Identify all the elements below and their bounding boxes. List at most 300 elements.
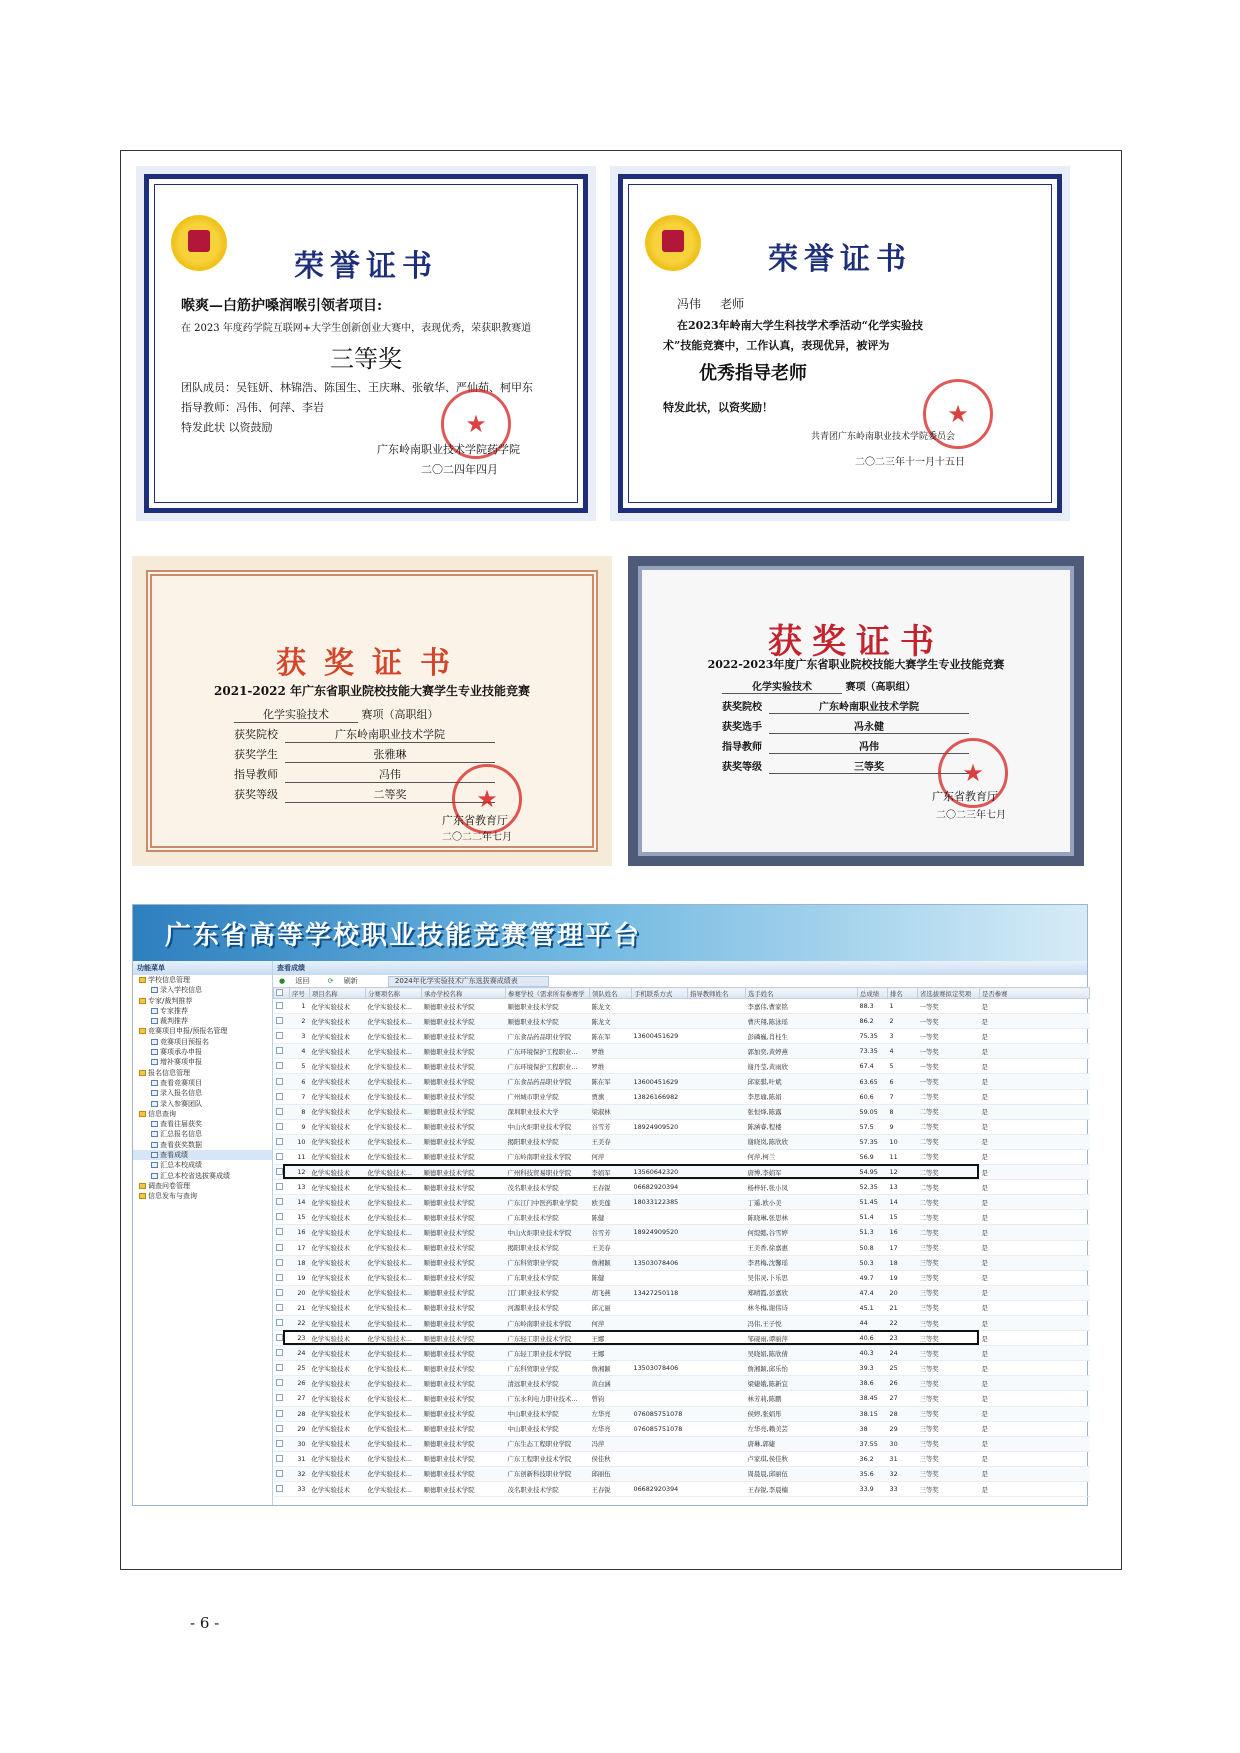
table-cell	[688, 1315, 746, 1330]
table-cell: 28	[888, 1406, 918, 1421]
menu-item[interactable]	[133, 996, 272, 1006]
row-checkbox[interactable]	[276, 1093, 283, 1100]
column-header[interactable]: 序号	[290, 988, 310, 999]
student-line	[234, 746, 495, 763]
table-cell: 化学实验技术...	[366, 1029, 422, 1044]
menu-item[interactable]	[133, 1068, 272, 1078]
table-cell: 中山火炬职业技术学院	[506, 1119, 590, 1134]
column-header[interactable]: 选手姓名	[746, 988, 858, 999]
table-cell: 三等奖	[918, 1346, 980, 1361]
row-select-cell	[274, 1466, 290, 1481]
table-cell: 陈涵睿,程楼	[746, 1119, 858, 1134]
menu-item[interactable]	[133, 1006, 272, 1016]
row-select-cell	[274, 1270, 290, 1285]
table-row[interactable]	[274, 1119, 1090, 1134]
table-cell: 广东职业技术学院	[506, 1210, 590, 1225]
table-row[interactable]	[274, 1044, 1090, 1059]
table-row[interactable]	[274, 1285, 1090, 1300]
table-row[interactable]	[274, 1482, 1090, 1497]
table-cell: 2	[290, 1014, 310, 1029]
table-cell: 三等奖	[918, 1331, 980, 1346]
row-checkbox[interactable]	[276, 1062, 283, 1069]
row-checkbox[interactable]	[276, 1425, 283, 1432]
table-row[interactable]	[274, 1014, 1090, 1029]
menu-item[interactable]	[133, 1119, 272, 1129]
row-checkbox[interactable]	[276, 1304, 283, 1311]
table-cell: 陈健	[590, 1210, 632, 1225]
table-row[interactable]	[274, 1134, 1090, 1149]
table-cell: 三等奖	[918, 1285, 980, 1300]
table-cell: 49.7	[858, 1270, 888, 1285]
table-cell	[632, 1059, 688, 1074]
menu-item-label: 汇总报名信息	[160, 1130, 202, 1139]
table-cell: 左华亮,赖美芸	[746, 1421, 858, 1436]
refresh-button[interactable]: ⟳ 刷新	[327, 977, 358, 985]
menu-item[interactable]	[133, 1171, 272, 1181]
certificate-border	[638, 566, 1074, 856]
folder-icon	[139, 1070, 146, 1076]
row-checkbox[interactable]	[276, 1017, 283, 1024]
table-row[interactable]	[274, 1406, 1090, 1421]
row-checkbox[interactable]	[276, 1047, 283, 1054]
table-cell: 32	[290, 1466, 310, 1481]
table-cell	[688, 1104, 746, 1119]
row-checkbox[interactable]	[276, 1289, 283, 1296]
table-row[interactable]	[274, 1104, 1090, 1119]
table-cell	[688, 1391, 746, 1406]
column-header[interactable]: 省选拔赛拟定奖项	[918, 988, 980, 999]
table-cell: 二等奖	[918, 1134, 980, 1149]
table-row[interactable]	[274, 1391, 1090, 1406]
table-cell: 12	[888, 1165, 918, 1180]
row-checkbox[interactable]	[276, 1379, 283, 1386]
table-cell: 11	[290, 1149, 310, 1164]
table-cell	[688, 1270, 746, 1285]
row-checkbox[interactable]	[276, 1213, 283, 1220]
row-checkbox[interactable]	[276, 1228, 283, 1235]
table-row[interactable]	[274, 1240, 1090, 1255]
table-cell: 化学实验技术...	[366, 1436, 422, 1451]
table-cell: 王春锐,李晨楠	[746, 1482, 858, 1497]
row-checkbox[interactable]	[276, 1153, 283, 1160]
table-row[interactable]	[274, 1180, 1090, 1195]
table-cell: 化学实验技术	[310, 1029, 366, 1044]
select-all-checkbox[interactable]	[276, 989, 283, 996]
folder-icon	[139, 998, 146, 1004]
table-row[interactable]	[274, 1059, 1090, 1074]
column-header[interactable]: 排名	[888, 988, 918, 999]
table-cell: 是	[980, 1119, 1090, 1134]
table-cell: 是	[980, 1044, 1090, 1059]
table-cell	[688, 1195, 746, 1210]
document-icon	[151, 1049, 158, 1055]
table-row[interactable]	[274, 1361, 1090, 1376]
table-cell: 二等奖	[918, 1210, 980, 1225]
table-cell: 是	[980, 1331, 1090, 1346]
platform-title: 广东省高等学校职业技能竞赛管理平台	[165, 921, 642, 951]
table-cell: 王春锐	[590, 1180, 632, 1195]
table-cell: 化学实验技术...	[366, 1119, 422, 1134]
column-header[interactable]: 项目名称	[310, 988, 366, 999]
official-seal: ★	[938, 738, 1008, 808]
table-cell: 顺德职业技术学院	[422, 1482, 506, 1497]
row-checkbox[interactable]	[276, 1274, 283, 1281]
table-cell: 化学实验技术...	[366, 1149, 422, 1164]
table-cell: 15	[290, 1210, 310, 1225]
table-cell: 二等奖	[918, 1180, 980, 1195]
menu-item[interactable]	[133, 1016, 272, 1026]
table-cell: 化学实验技术...	[366, 1300, 422, 1315]
table-cell	[632, 1014, 688, 1029]
table-cell: 9	[290, 1119, 310, 1134]
table-cell	[688, 1255, 746, 1270]
table-cell	[632, 1134, 688, 1149]
row-checkbox[interactable]	[276, 1108, 283, 1115]
table-cell: 16	[290, 1225, 310, 1240]
column-header[interactable]: 分赛项名称	[366, 988, 422, 999]
table-cell: 25	[888, 1361, 918, 1376]
table-row[interactable]	[274, 1225, 1090, 1240]
certificate-body-line2: 术”技能竞赛中，工作认真，表现优异，被评为	[663, 339, 890, 352]
table-cell: 李思瑜,陈娟	[746, 1089, 858, 1104]
row-select-cell	[274, 1029, 290, 1044]
table-cell: 左华亮	[590, 1406, 632, 1421]
table-cell: 陈在军	[590, 1074, 632, 1089]
column-header[interactable]: 指导教师姓名	[688, 988, 746, 999]
teacher-value: 冯伟	[769, 738, 969, 754]
table-cell: 25	[290, 1361, 310, 1376]
table-row[interactable]	[274, 1029, 1090, 1044]
grid-title: 2024年化学实验技术广东选拔赛成绩表	[388, 976, 549, 987]
back-button[interactable]: ● 返回	[279, 977, 310, 985]
table-cell: 茂名职业技术学院	[506, 1180, 590, 1195]
column-header[interactable]: 领队姓名	[590, 988, 632, 999]
certificate-title: 获奖证书	[768, 622, 944, 662]
table-cell: 47.4	[858, 1285, 888, 1300]
menu-item[interactable]	[133, 1088, 272, 1098]
table-cell: 化学实验技术	[310, 1361, 366, 1376]
table-cell: 顺德职业技术学院	[422, 1240, 506, 1255]
school-label: 获奖院校	[234, 728, 278, 741]
table-cell: 17	[290, 1240, 310, 1255]
menu-item-label: 查看往届获奖	[160, 1120, 202, 1129]
row-checkbox[interactable]	[276, 1244, 283, 1251]
menu-item[interactable]	[133, 1181, 272, 1191]
table-cell: 6	[888, 1074, 918, 1089]
table-cell: 化学实验技术...	[366, 1346, 422, 1361]
menu-item[interactable]	[133, 1047, 272, 1057]
table-cell: 化学实验技术...	[366, 1225, 422, 1240]
table-row[interactable]	[274, 1451, 1090, 1466]
table-cell: 是	[980, 1195, 1090, 1210]
table-cell: 陈龙文	[590, 999, 632, 1014]
menu-item-label: 专家/裁判推荐	[148, 996, 193, 1005]
table-cell: 化学实验技术	[310, 1104, 366, 1119]
table-cell: 18033122385	[632, 1195, 688, 1210]
table-cell: 是	[980, 1466, 1090, 1481]
table-cell: 5	[888, 1059, 918, 1074]
table-cell: 化学实验技术...	[366, 1255, 422, 1270]
menu-item[interactable]	[133, 1140, 272, 1150]
table-cell: 詹湘颖	[590, 1361, 632, 1376]
table-cell: 9	[888, 1119, 918, 1134]
row-checkbox[interactable]	[276, 1032, 283, 1039]
table-cell	[632, 1240, 688, 1255]
row-checkbox[interactable]	[276, 1319, 283, 1326]
table-cell: 顺德职业技术学院	[506, 1014, 590, 1029]
table-row[interactable]	[274, 1436, 1090, 1451]
row-checkbox[interactable]	[276, 1183, 283, 1190]
menu-tree	[133, 975, 272, 1202]
row-select-cell	[274, 1149, 290, 1164]
row-checkbox[interactable]	[276, 1410, 283, 1417]
table-cell: 是	[980, 1089, 1090, 1104]
table-row[interactable]	[274, 1376, 1090, 1391]
row-checkbox[interactable]	[276, 1440, 283, 1447]
row-checkbox[interactable]	[276, 1198, 283, 1205]
row-checkbox[interactable]	[276, 1078, 283, 1085]
certificate-border	[618, 174, 1062, 513]
row-checkbox[interactable]	[276, 1138, 283, 1145]
table-cell: 32	[888, 1466, 918, 1481]
table-cell: 38.15	[858, 1406, 888, 1421]
row-checkbox[interactable]	[276, 1349, 283, 1356]
table-cell: 化学实验技术	[310, 1346, 366, 1361]
menu-item-label: 录入报名信息	[160, 1089, 202, 1098]
folder-icon	[139, 977, 146, 983]
official-seal: ★	[452, 764, 522, 834]
table-cell: 一等奖	[918, 1059, 980, 1074]
table-cell: 广东科贸职业学院	[506, 1361, 590, 1376]
row-checkbox[interactable]	[276, 1470, 283, 1477]
table-cell: 揭阳职业技术学院	[506, 1240, 590, 1255]
table-cell: 10	[888, 1134, 918, 1149]
document-icon	[151, 1059, 158, 1065]
table-cell: 化学实验技术	[310, 1134, 366, 1149]
table-row[interactable]	[274, 1300, 1090, 1315]
document-icon	[151, 1173, 158, 1179]
table-row[interactable]	[274, 1346, 1090, 1361]
column-header[interactable]: 手机联系方式	[632, 988, 688, 999]
row-checkbox[interactable]	[276, 1394, 283, 1401]
row-checkbox[interactable]	[276, 1259, 283, 1266]
table-cell: 化学实验技术	[310, 1421, 366, 1436]
row-checkbox[interactable]	[276, 1455, 283, 1462]
row-checkbox[interactable]	[276, 1168, 283, 1175]
document-icon	[151, 1008, 158, 1014]
table-cell: 顺德职业技术学院	[422, 1255, 506, 1270]
table-cell: 左华亮	[590, 1421, 632, 1436]
table-cell: 18	[290, 1255, 310, 1270]
column-header[interactable]: 是否参赛	[980, 988, 1090, 999]
table-cell: 何萍	[590, 1149, 632, 1164]
issue-date: 二〇二三年七月	[936, 810, 1006, 821]
table-cell: 吴伟灵,卜乐思	[746, 1270, 858, 1285]
table-cell: 是	[980, 1270, 1090, 1285]
table-cell: 张恒烽,陈露	[746, 1104, 858, 1119]
table-cell: 二等奖	[918, 1104, 980, 1119]
table-row[interactable]	[274, 1270, 1090, 1285]
table-cell: 是	[980, 1104, 1090, 1119]
table-cell: 23	[290, 1331, 310, 1346]
row-select-cell	[274, 1074, 290, 1089]
column-header[interactable]: 参赛学校（需求所有参赛学	[506, 988, 590, 999]
menu-item[interactable]	[133, 1160, 272, 1170]
table-cell: 是	[980, 1346, 1090, 1361]
menu-item[interactable]	[133, 1109, 272, 1119]
row-checkbox[interactable]	[276, 1485, 283, 1492]
table-cell: 30	[290, 1436, 310, 1451]
menu-item[interactable]	[133, 1099, 272, 1109]
row-select-cell	[274, 1089, 290, 1104]
table-cell	[632, 1149, 688, 1164]
project-line: 喉爽—白筋护嗓润喉引领者项目:	[181, 298, 383, 314]
menu-item[interactable]	[133, 1191, 272, 1201]
table-cell: 31	[888, 1451, 918, 1466]
school-value: 广东岭南职业技术学院	[769, 698, 969, 714]
certificate-body: 在 2023 年度药学院互联网+大学生创新创业大赛中，表现优秀，荣获职教赛道	[181, 323, 532, 334]
table-cell: 顺德职业技术学院	[422, 1195, 506, 1210]
table-cell: 化学实验技术	[310, 1300, 366, 1315]
table-cell: 二等奖	[918, 1149, 980, 1164]
menu-item-label: 学校信息管理	[148, 976, 190, 984]
honor-certificate-instructor	[610, 166, 1070, 521]
table-row[interactable]	[274, 1074, 1090, 1089]
table-cell: 24	[290, 1346, 310, 1361]
menu-item[interactable]	[133, 1026, 272, 1036]
student-value: 冯永健	[769, 718, 969, 734]
table-cell: 化学实验技术...	[366, 1240, 422, 1255]
table-cell: 35.6	[858, 1466, 888, 1481]
menu-item-label: 裁判推荐	[160, 1017, 188, 1026]
table-row[interactable]	[274, 1210, 1090, 1225]
table-cell: 顺德职业技术学院	[422, 1089, 506, 1104]
table-row[interactable]	[274, 1195, 1090, 1210]
table-cell: 顺德职业技术学院	[422, 1361, 506, 1376]
menu-item[interactable]	[133, 1150, 272, 1160]
row-checkbox[interactable]	[276, 1364, 283, 1371]
table-cell: 侯佳秋	[590, 1451, 632, 1466]
table-cell: 化学实验技术...	[366, 1331, 422, 1346]
panel-header: 查看成绩	[273, 961, 1087, 975]
table-cell: 化学实验技术...	[366, 1059, 422, 1074]
table-cell: 广州城市职业学院	[506, 1089, 590, 1104]
event-line	[234, 706, 439, 723]
event-value: 化学实验技术	[234, 706, 358, 723]
certificate-border	[146, 570, 598, 852]
table-cell: 顺德职业技术学院	[422, 1074, 506, 1089]
menu-item-label: 赛项承办申报	[160, 1048, 202, 1057]
table-cell: 陈在军	[590, 1029, 632, 1044]
table-cell: 21	[888, 1300, 918, 1315]
column-header[interactable]	[274, 988, 290, 999]
award-certificate-2021-2022	[132, 556, 612, 866]
teacher-label: 指导教师	[234, 768, 278, 781]
table-cell	[632, 1466, 688, 1481]
table-cell: 顺德职业技术学院	[422, 1331, 506, 1346]
table-cell: 29	[290, 1421, 310, 1436]
table-cell	[688, 1074, 746, 1089]
table-row[interactable]	[274, 1149, 1090, 1164]
table-cell: 13503078406	[632, 1255, 688, 1270]
table-row[interactable]	[274, 1255, 1090, 1270]
table-cell: 詹湘颖,邱乐怡	[746, 1361, 858, 1376]
table-cell: 37.55	[858, 1436, 888, 1451]
row-checkbox[interactable]	[276, 1334, 283, 1341]
table-cell: 28	[290, 1406, 310, 1421]
table-cell	[688, 1300, 746, 1315]
table-cell: 三等奖	[918, 1391, 980, 1406]
table-cell	[688, 1225, 746, 1240]
table-row[interactable]	[274, 1421, 1090, 1436]
table-cell	[632, 1210, 688, 1225]
level-label: 获奖等级	[234, 788, 278, 801]
table-row[interactable]	[274, 999, 1090, 1014]
table-cell: 63.65	[858, 1074, 888, 1089]
menu-item[interactable]	[133, 1078, 272, 1088]
table-cell: 化学实验技术	[310, 1074, 366, 1089]
table-row[interactable]	[274, 1466, 1090, 1481]
row-checkbox[interactable]	[276, 1002, 283, 1009]
document-icon	[151, 1152, 158, 1158]
table-cell: 化学实验技术...	[366, 1089, 422, 1104]
folder-icon	[139, 1193, 146, 1199]
row-select-cell	[274, 1300, 290, 1315]
table-cell: 顺德职业技术学院	[422, 1029, 506, 1044]
table-row[interactable]	[274, 1315, 1090, 1330]
school-line	[722, 698, 969, 714]
table-row[interactable]	[274, 1089, 1090, 1104]
column-header[interactable]: 总成绩	[858, 988, 888, 999]
table-cell: 化学实验技术	[310, 1149, 366, 1164]
row-select-cell	[274, 1104, 290, 1119]
table-cell	[632, 1451, 688, 1466]
table-cell: 29	[888, 1421, 918, 1436]
table-cell	[632, 1300, 688, 1315]
menu-item[interactable]	[133, 1057, 272, 1067]
table-cell: 17	[888, 1240, 918, 1255]
menu-item[interactable]	[133, 1037, 272, 1047]
row-checkbox[interactable]	[276, 1123, 283, 1130]
table-cell	[632, 1104, 688, 1119]
table-cell: 13	[888, 1180, 918, 1195]
table-cell: 吴晓娟,陈欣倩	[746, 1346, 858, 1361]
table-cell: 30	[888, 1436, 918, 1451]
table-cell: 75.35	[858, 1029, 888, 1044]
table-cell: 二等奖	[918, 1119, 980, 1134]
event-label: 赛项（高职组）	[361, 708, 439, 721]
issue-date: 二〇二三年十一月十五日	[855, 457, 965, 468]
issuer: 广东省教育厅	[932, 790, 998, 803]
table-cell: 18924909520	[632, 1225, 688, 1240]
table-cell: 三等奖	[918, 1406, 980, 1421]
table-cell: 广东工程职业技术学院	[506, 1451, 590, 1466]
platform-banner	[133, 905, 1087, 961]
table-cell: 60.6	[858, 1089, 888, 1104]
table-cell: 化学实验技术	[310, 1270, 366, 1285]
menu-item-label: 专家推荐	[160, 1006, 188, 1015]
table-cell: 6	[290, 1074, 310, 1089]
menu-item[interactable]	[133, 985, 272, 995]
column-header[interactable]: 承办学校名称	[422, 988, 506, 999]
table-cell: 广东食品药品职业学院	[506, 1074, 590, 1089]
menu-item[interactable]	[133, 1129, 272, 1139]
table-cell: 5	[290, 1059, 310, 1074]
table-cell: 黄白涵	[590, 1376, 632, 1391]
table-cell	[688, 1285, 746, 1300]
row-select-cell	[274, 1406, 290, 1421]
menu-item[interactable]	[133, 975, 272, 985]
